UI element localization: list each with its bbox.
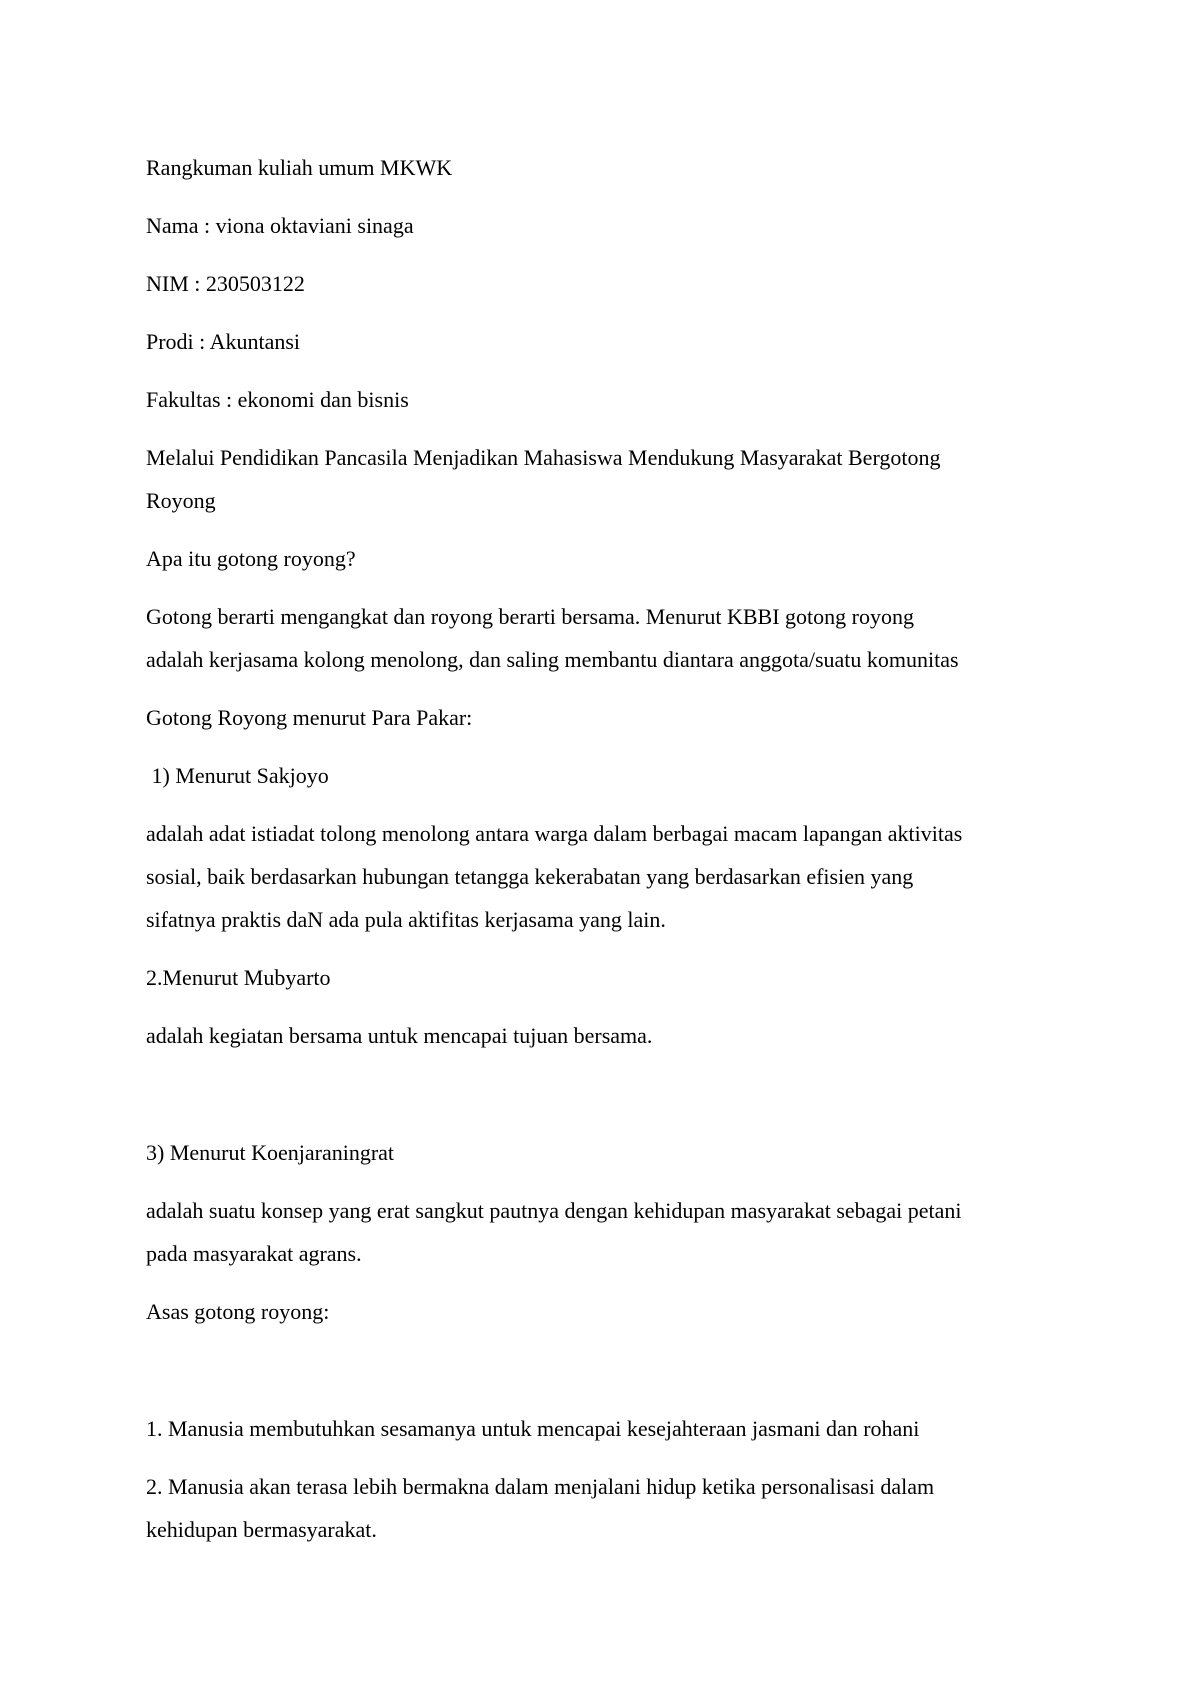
paragraph-line: kehidupan bermasyarakat. [146,1517,377,1542]
lecture-heading [146,436,1076,522]
expert-1-name: 1) Menurut Sakjoyo [146,763,329,788]
paragraph-line: sifatnya praktis daN ada pula aktifitas kerjasama yang lain. [146,907,666,932]
expert-3-paragraph [146,1189,1076,1275]
student-nim: NIM : 230503122 [146,271,305,296]
paragraph-line: adalah suatu konsep yang erat sangkut pautnya dengan kehidupan masyarakat sebagai petani [146,1198,962,1223]
lecture-heading-line: Royong [146,488,216,513]
paragraph-line: sosial, baik berdasarkan hubungan tetangga kekerabatan yang berdasarkan efisien yang [146,864,914,889]
expert-1-paragraph [146,812,1076,941]
document-title: Rangkuman kuliah umum MKWK [146,155,453,180]
paragraph-line: Gotong berarti mengangkat dan royong berarti bersama. Menurut KBBI gotong royong [146,604,914,629]
expert-3-name: 3) Menurut Koenjaraningrat [146,1140,395,1165]
paragraph-line: pada masyarakat agrans. [146,1241,362,1266]
principles-heading: Asas gotong royong: [146,1299,330,1324]
faculty: Fakultas : ekonomi dan bisnis [146,387,409,412]
experts-heading: Gotong Royong menurut Para Pakar: [146,705,473,730]
principle-2 [146,1465,1076,1551]
lecture-heading-line: Melalui Pendidikan Pancasila Menjadikan Mahasiswa Mendukung Masyarakat Bergotong [146,445,941,470]
definition-paragraph [146,595,1076,681]
principle-1: 1. Manusia membutuhkan sesamanya untuk mencapai kesejahteraan jasmani dan rohani [146,1416,920,1441]
paragraph-line: 2. Manusia akan terasa lebih bermakna dalam menjalani hidup ketika personalisasi dalam [146,1474,935,1499]
paragraph-line: adalah adat istiadat tolong menolong antara warga dalam berbagai macam lapangan aktivitas [146,821,963,846]
expert-2-paragraph: adalah kegiatan bersama untuk mencapai tujuan bersama. [146,1023,653,1048]
expert-2-name: 2.Menurut Mubyarto [146,965,331,990]
question-heading: Apa itu gotong royong? [146,546,356,571]
study-program: Prodi : Akuntansi [146,329,301,354]
student-name: Nama : viona oktaviani sinaga [146,213,414,238]
paragraph-line: adalah kerjasama kolong menolong, dan saling membantu diantara anggota/suatu komunitas [146,647,959,672]
document-body [146,146,1076,1551]
